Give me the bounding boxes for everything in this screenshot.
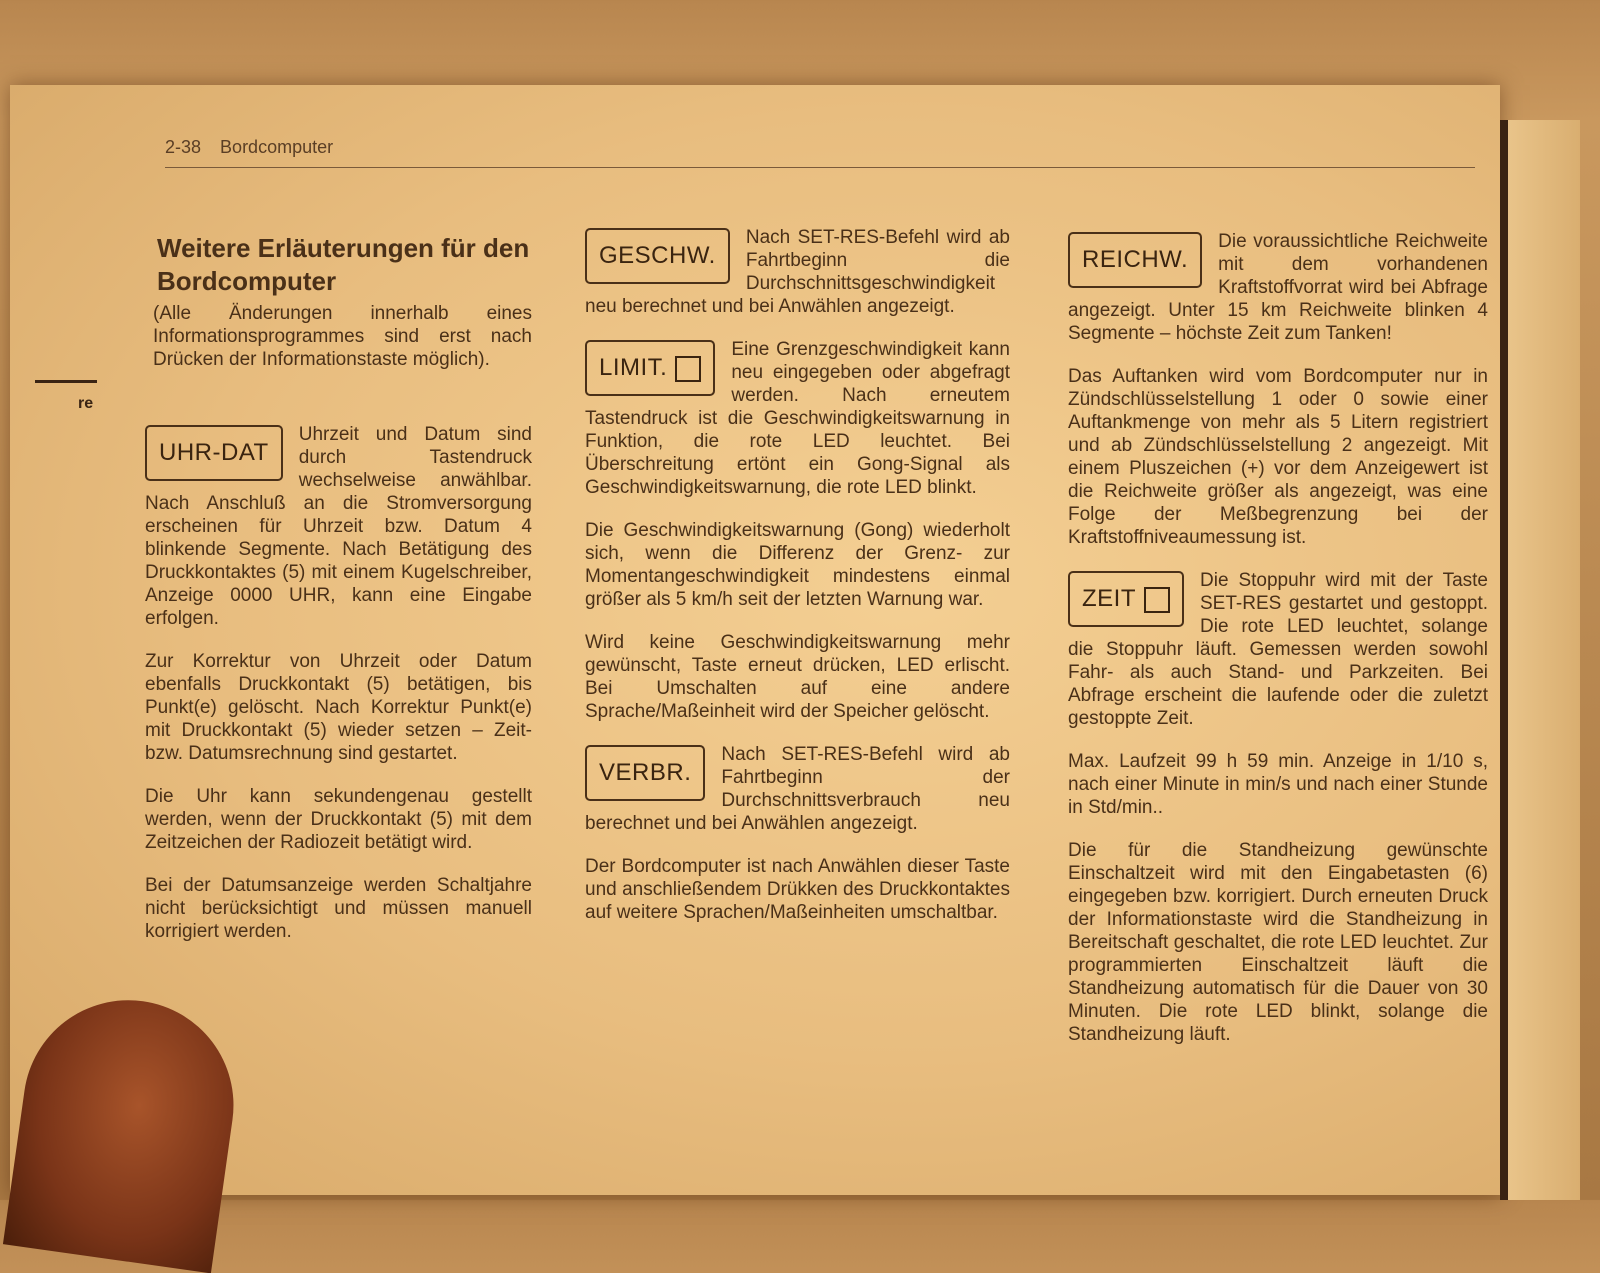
gong-text: Die Geschwindigkeitswarnung (Gong) wiederholt sich, wenn die Differenz der Grenz- zur Momentangeschwindigkeit mindestens einmal größer als 5 km/h seit der letzten Warnung war. <box>585 520 1010 610</box>
led-square-icon <box>1144 587 1170 613</box>
limit-key-label: LIMIT. <box>599 354 668 381</box>
column-middle <box>585 226 1010 944</box>
book-page-edge <box>1500 120 1580 1200</box>
radio-time-text: Die Uhr kann sekundengenau gestellt werden, wenn der Druckkontakt (5) mit dem Zeitzeichen der Radiozeit betätigt wird. <box>145 786 532 853</box>
page-title: Weitere Erläuterungen für den Bordcomputer <box>157 233 530 296</box>
reichw-text: Die voraussichtliche Reichweite mit dem vorhandenen Kraftstoffvorrat wird bei Abfrage angezeigt. Unter 15 km Reichweite blinken 4 Segmente – höchste Zeit zum Tanken! <box>1068 231 1488 344</box>
verbr-key: VERBR. <box>585 745 705 801</box>
geschw-text: Nach SET-RES-Befehl wird ab Fahrtbeginn die Durchschnittsgeschwindigkeit neu berechnet und bei Anwählen angezeigt. <box>585 227 1010 317</box>
language-text: Der Bordcomputer ist nach Anwählen dieser Taste und anschließendem Drükken des Druckkontaktes auf weitere Sprachen/Maßeinheiten umschaltbar. <box>585 856 1010 923</box>
warning-off-text: Wird keine Geschwindigkeitswarnung mehr gewünscht, Taste erneut drücken, LED erlischt. Bei Umschalten auf eine andere Sprache/Maßeinheit wird der Speicher gelöscht. <box>585 632 1010 722</box>
zeit-key <box>1068 571 1184 627</box>
page-subtitle: (Alle Änderungen innerhalb eines Informationsprogrammes sind erst nach Drücken der Informationstaste möglich). <box>153 303 532 370</box>
led-square-icon <box>675 356 701 382</box>
margin-tab-mark <box>35 380 97 383</box>
leap-year-text: Bei der Datumsanzeige werden Schaltjahre nicht berücksichtigt und müssen manuell korrigiert werden. <box>145 875 532 942</box>
stopwatch-text: Die Stoppuhr wird mit der Taste SET-RES gestartet und gestoppt. Die rote LED leuchtet, solange die Stoppuhr läuft. Gemessen werden sowohl Fahr- als auch Stand- und Parkzeiten. Bei Abfrage erscheint die laufende oder die zuletzt gestoppte Zeit. <box>1068 570 1488 729</box>
max-runtime-text: Max. Laufzeit 99 h 59 min. Anzeige in 1/10 s, nach einer Minute in min/s und nach einer Stunde in Std/min.. <box>1068 751 1488 818</box>
geschw-key: GESCHW. <box>585 228 730 284</box>
reichw-key: REICHW. <box>1068 232 1202 288</box>
section-title: Bordcomputer <box>220 137 334 157</box>
column-left <box>145 232 532 963</box>
heater-text: Die für die Standheizung gewünschte Einschaltzeit wird mit den Eingabetasten (6) eingegeben bzw. korrigiert. Durch erneuten Druck der Informationstaste wird die Standheizung in Bereitschaft geschaltet, die rote LED leuchtet. Zur programmierten Einschaltzeit läuft die Standheizung automatisch für die Dauer von 30 Minuten. Die rote LED blinkt, solange die Standheizung läuft. <box>1068 840 1488 1045</box>
limit-text: Eine Grenzgeschwindigkeit kann neu eingegeben oder abgefragt werden. Nach erneutem Tastendruck ist die Geschwindigkeitswarnung in Funktion, die rote LED leuchtet. Bei Überschreitung ertönt ein Gong-Signal als Geschwindigkeitswarnung, die rote LED blinkt. <box>585 339 1010 498</box>
uhr-dat-key: UHR-DAT <box>145 425 283 481</box>
margin-tab-text: re <box>78 395 94 412</box>
zeit-key-label: ZEIT <box>1082 585 1136 612</box>
correction-text: Zur Korrektur von Uhrzeit oder Datum ebenfalls Druckkontakt (5) betätigen, bis Punkt(e) gelöscht. Nach Korrektur Punkt(e) mit Druckkontakt (5) wieder setzen – Zeit- bzw. Datumsrechnung sind gestartet. <box>145 651 532 764</box>
page-header <box>165 137 1475 168</box>
verbr-text: Nach SET-RES-Befehl wird ab Fahrtbeginn der Durchschnittsverbrauch neu berechnet und bei Anwählen angezeigt. <box>585 744 1010 834</box>
uhr-dat-text: Uhrzeit und Datum sind durch Tastendruck wechselweise anwählbar. Nach Anschluß an die Stromversorgung erscheinen für Uhrzeit bzw. Datum 4 blinkende Segmente. Nach Betätigung des Druckkontaktes (5) mit einem Kugelschreiber, Anzeige 0000 UHR, kann eine Eingabe erfolgen. <box>145 424 532 629</box>
refuel-text: Das Auftanken wird vom Bordcomputer nur in Zündschlüsselstellung 1 oder 0 sowie einer Auftankmenge von mehr als 5 Litern registriert und ab Zündschlüsselstellung 2 angezeigt. Mit einem Pluszeichen (+) vor dem Anzeigewert ist die Reichweite größer als angezeigt, was eine Folge der Meßbegrenzung bei der Kraftstoffniveaumessung ist. <box>1068 366 1488 548</box>
page-number: 2-38 <box>165 137 202 157</box>
column-right <box>1068 230 1488 1066</box>
limit-key <box>585 340 715 396</box>
